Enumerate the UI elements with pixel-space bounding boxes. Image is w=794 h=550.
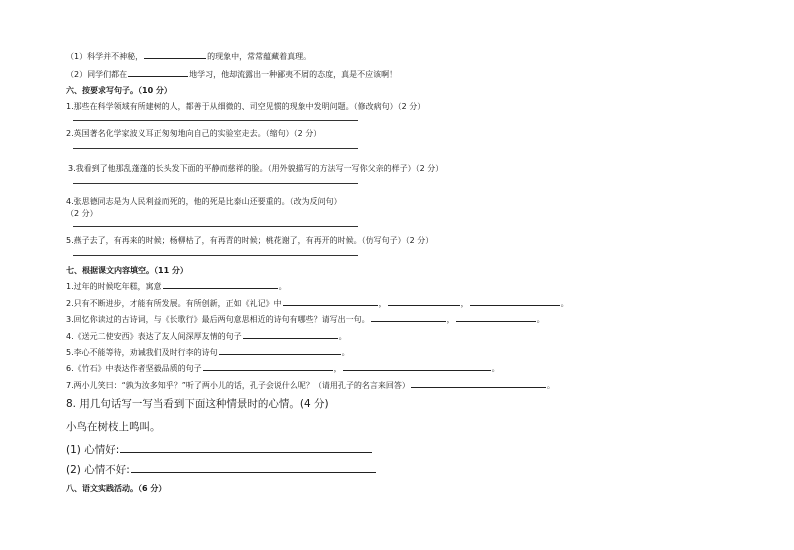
answer-blank[interactable]	[388, 297, 460, 306]
fill-item-2	[66, 68, 397, 80]
section-7-question-3-text: 3.回忆你读过的古诗词，与《长歌行》最后两句意思相近的诗句有哪些？请写出一句。	[66, 315, 370, 324]
answer-blank[interactable]	[243, 330, 338, 339]
section-7-question-5	[66, 346, 350, 358]
answer-blank[interactable]	[456, 313, 536, 322]
answer-blank[interactable]	[219, 346, 341, 355]
punctuation: ，	[378, 299, 387, 308]
fill-item-1-text-after: 的现象中，常常蕴藏着真理。	[207, 52, 312, 61]
fill-item-1-text-before: （1）科学并不神秘，	[66, 52, 144, 61]
section-7-question-5-text: 5.李心不能等待，劝诫我们及时行李的诗句	[66, 348, 218, 357]
answer-line[interactable]	[73, 226, 358, 227]
section-6-title: 六、按要求写句子。（10 分）	[66, 86, 172, 95]
section-7-question-4-text: 4.《送元二使安西》表达了友人间深厚友情的句子	[66, 332, 242, 341]
section-6-question-4-score: （2 分）	[66, 209, 98, 218]
punctuation: 。	[338, 332, 347, 341]
answer-blank[interactable]	[128, 68, 188, 77]
section-7-question-1-end: 。	[278, 282, 287, 291]
punctuation: 。	[536, 315, 545, 324]
section-8-bad-mood	[66, 462, 377, 477]
fill-item-2-text-after: 地学习，他却流露出一种鄙夷不屑的态度，真是不应该啊！	[189, 70, 398, 79]
answer-blank[interactable]	[411, 379, 546, 388]
answer-blank[interactable]	[131, 462, 376, 473]
punctuation: 。	[491, 364, 500, 373]
answer-blank[interactable]	[120, 442, 372, 453]
answer-blank[interactable]	[163, 280, 278, 289]
section-8-good-mood	[66, 442, 373, 457]
section-7-question-2-text: 2.只有不断进步，才能有所发展。有所创新，正如《礼记》中	[66, 299, 282, 308]
section-7-question-7-text: 7.两小儿笑曰：“孰为汝多知乎？”听了两小儿的话，孔子会说什么呢？（请用孔子的名言来回答）	[66, 381, 410, 390]
section-6-question-2: 2.英国著名化学家波义耳正匆匆地向自己的实验室走去。（缩句）（2 分）	[66, 129, 322, 138]
section-8-scene: 小鸟在树枝上鸣叫。	[66, 421, 161, 433]
answer-blank[interactable]	[343, 362, 491, 371]
answer-line[interactable]	[73, 183, 358, 184]
section-6-question-4: 4.张思德同志是为人民利益而死的，他的死是比泰山还要重的。（改为反问句）	[66, 197, 342, 206]
answer-blank[interactable]	[470, 297, 560, 306]
section-6-question-3: 3.我看到了他那乱蓬蓬的长头发下面的平静而慈祥的脸。（用外貌描写的方法写一写你父亲的样子）（2 分）	[68, 164, 444, 173]
section-8-bad-mood-label: (2) 心情不好:	[66, 464, 130, 476]
section-7-question-6-text: 6.《竹石》中表达作者坚毅品质的句子	[66, 364, 202, 373]
section-7-question-2	[66, 297, 569, 309]
fill-item-2-text-before: （2）同学们都在	[66, 70, 128, 79]
section-8-good-mood-label: (1) 心情好:	[66, 444, 120, 456]
answer-line[interactable]	[73, 255, 358, 256]
punctuation: 。	[546, 381, 555, 390]
answer-blank[interactable]	[371, 313, 446, 322]
answer-blank[interactable]	[203, 362, 333, 371]
section-7-title: 七、根据课文内容填空。（11 分）	[66, 266, 188, 275]
answer-line[interactable]	[73, 120, 358, 121]
section-8-title: 8. 用几句话写一写当看到下面这种情景时的心情。(4 分)	[66, 398, 329, 410]
section-6-question-5: 5.燕子去了，有再来的时候；杨柳枯了，有再青的时候；桃花谢了，有再开的时候。（仿写句子）（2 分）	[66, 236, 434, 245]
punctuation: 。	[560, 299, 569, 308]
fill-item-1	[66, 50, 311, 62]
section-6-question-1: 1.那些在科学领域有所建树的人，都善于从细微的、司空见惯的现象中发明问题。（修改病句）（2 分）	[66, 102, 426, 111]
section-7-question-1-text: 1.过年的时候吃年糕，寓意	[66, 282, 162, 291]
answer-blank[interactable]	[283, 297, 378, 306]
answer-blank[interactable]	[144, 50, 206, 59]
punctuation: ，	[460, 299, 469, 308]
section-7-question-7	[66, 379, 555, 391]
section-8b-title: 八、语文实践活动。（6 分）	[66, 484, 167, 493]
section-7-question-3	[66, 313, 545, 325]
answer-line[interactable]	[73, 148, 358, 149]
section-7-question-1	[66, 280, 287, 292]
punctuation: 。	[341, 348, 350, 357]
punctuation: ，	[333, 364, 342, 373]
punctuation: ，	[446, 315, 455, 324]
section-7-question-4	[66, 330, 347, 342]
section-7-question-6	[66, 362, 500, 374]
